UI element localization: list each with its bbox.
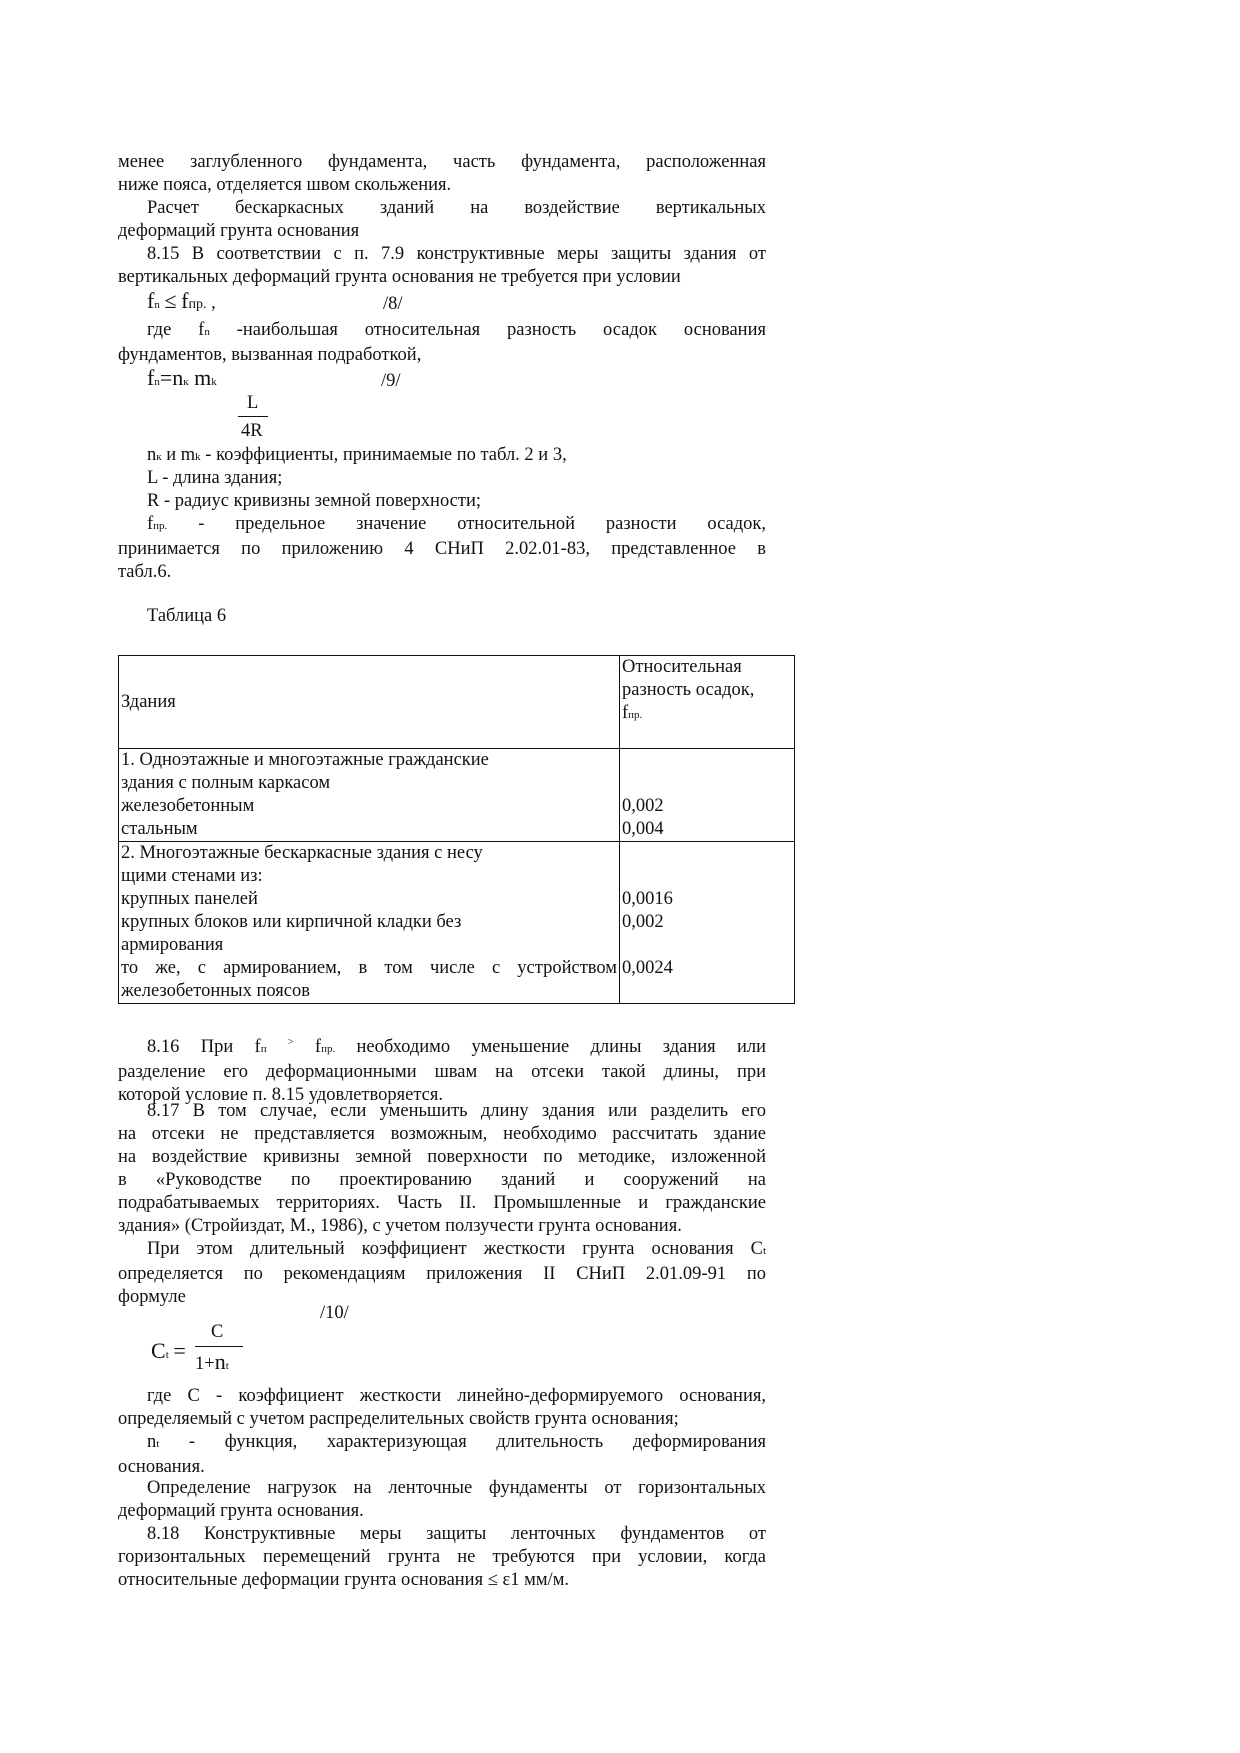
- text-line: При этом длительный коэффициент жесткости грунта основания Ct: [147, 1239, 766, 1259]
- text-line: определяется по рекомендациям приложения II СНиП 2.01.09-91 по: [118, 1264, 766, 1284]
- formula-10: Ct =: [151, 1338, 186, 1363]
- formula-number-8: /8/: [383, 294, 403, 314]
- text-line: деформаций грунта основания.: [118, 1501, 364, 1521]
- paragraph-8-16: [118, 1031, 766, 1107]
- row-labels: 1. Одноэтажные и многоэтажные гражданские здания с полным каркасом железобетонным стальным: [119, 749, 620, 842]
- text-line: фундаментов, вызванная подработкой,: [118, 345, 422, 365]
- table-row: [119, 749, 795, 842]
- text-line: разделение его деформационными швам на отсеки такой длины, при: [118, 1062, 766, 1083]
- text-line: в «Руководстве по проектированию зданий и сооружений на: [118, 1170, 766, 1190]
- row-values: 0,002 0,004: [620, 749, 795, 842]
- fraction-denominator: 4R: [241, 421, 263, 441]
- table-6: [118, 655, 795, 1004]
- section-heading-vertical: [118, 197, 766, 243]
- paragraph-foundation: [118, 151, 766, 197]
- table-header-row: [119, 656, 795, 749]
- text-line: основания.: [118, 1457, 205, 1477]
- text-line: где C - коэффициент жесткости линейно-деформируемого основания,: [147, 1386, 766, 1406]
- text-line: Определение нагрузок на ленточные фундаменты от горизонтальных: [147, 1478, 766, 1498]
- text-line: подрабатываемых территориях. Часть II. Промышленные и гражданские: [118, 1193, 766, 1213]
- text-line: ниже пояса, отделяется швом скольжения.: [118, 175, 452, 195]
- text-line: где fn -наибольшая относительная разность осадок основания: [147, 320, 766, 340]
- text-line: относительные деформации грунта основания ≤ ε1 мм/м.: [118, 1570, 570, 1590]
- text-line: 8.18 Конструктивные меры защиты ленточных фундаментов от: [147, 1524, 766, 1544]
- text-line: на воздействие кривизны земной поверхности по методике, изложенной: [118, 1147, 766, 1167]
- fraction-numerator: C: [211, 1322, 224, 1342]
- row-values: 0,0016 0,002 0,0024: [620, 842, 795, 1004]
- table-caption: Таблица 6: [147, 606, 227, 626]
- paragraph-definition-nt: [118, 1431, 766, 1479]
- text-line: горизонтальных перемещений грунта не требуются при условии, когда: [118, 1547, 766, 1567]
- section-heading-horizontal: [118, 1477, 766, 1523]
- text-line: деформаций грунта основания: [118, 221, 360, 241]
- definition-r: R - радиус кривизны земной поверхности;: [147, 491, 481, 511]
- text-line: которой условие п. 8.15 удовлетворяется.: [118, 1085, 443, 1106]
- header-buildings: Здания: [119, 656, 620, 749]
- header-relative-settlement: Относительная разность осадок, fпр.: [620, 656, 795, 749]
- formula-8: fn ≤ fпр. ,: [147, 288, 216, 313]
- paragraph-stiffness: [118, 1238, 766, 1309]
- fraction-bar: [238, 416, 268, 417]
- paragraph-8-17: [118, 1100, 766, 1238]
- paragraph-definition-fn: [118, 319, 766, 367]
- text-line: вертикальных деформаций грунта основания не требуется при условии: [118, 267, 681, 287]
- formula-number-10: /10/: [320, 1303, 349, 1323]
- text-line: 8.16 При fп > fпр. необходимо уменьшение длины здания или: [147, 1037, 766, 1058]
- text-line: формуле: [118, 1287, 186, 1307]
- text-line: табл.6.: [118, 562, 172, 582]
- paragraph-definition-fpr: [118, 513, 766, 584]
- paragraph-definition-c: [118, 1385, 766, 1431]
- row-labels: 2. Многоэтажные бескаркасные здания с несу щими стенами из: крупных панелей крупных блоков или кирпичной кладки без армирования то же, с армированием, в том числе с устройством железобетонных поясов: [119, 842, 620, 1004]
- formula-9: fn=nк mk: [147, 365, 217, 390]
- text-line: 8.17 В том случае, если уменьшить длину здания или разделить его: [147, 1101, 766, 1121]
- table-row: [119, 842, 795, 1004]
- paragraph-8-15: [118, 243, 766, 289]
- formula-number-9: /9/: [381, 371, 401, 391]
- text-line: менее заглубленного фундамента, часть фундамента, расположенная: [118, 152, 766, 172]
- fraction-bar: [195, 1346, 243, 1347]
- text-line: принимается по приложению 4 СНиП 2.02.01-83, представленное в: [118, 539, 766, 559]
- fraction-denominator: 1+nt: [195, 1349, 229, 1374]
- text-line: nt - функция, характеризующая длительность деформирования: [147, 1432, 766, 1452]
- paragraph-8-18: [118, 1523, 766, 1592]
- text-line: fпр. - предельное значение относительной разности осадок,: [147, 514, 766, 534]
- fraction-numerator: L: [247, 393, 259, 413]
- definition-nk-mk: nк и mk - коэффициенты, принимаемые по табл. 2 и 3,: [147, 445, 567, 465]
- text-line: здания» (Стройиздат, М., 1986), с учетом ползучести грунта основания.: [118, 1216, 682, 1236]
- text-line: на отсеки не представляется возможным, необходимо рассчитать здание: [118, 1124, 766, 1144]
- text-line: Расчет бескаркасных зданий на воздействие вертикальных: [147, 198, 766, 218]
- definition-l: L - длина здания;: [147, 468, 283, 488]
- text-line: 8.15 В соответствии с п. 7.9 конструктивные меры защиты здания от: [147, 244, 766, 264]
- text-line: определяемый с учетом распределительных свойств грунта основания;: [118, 1409, 679, 1429]
